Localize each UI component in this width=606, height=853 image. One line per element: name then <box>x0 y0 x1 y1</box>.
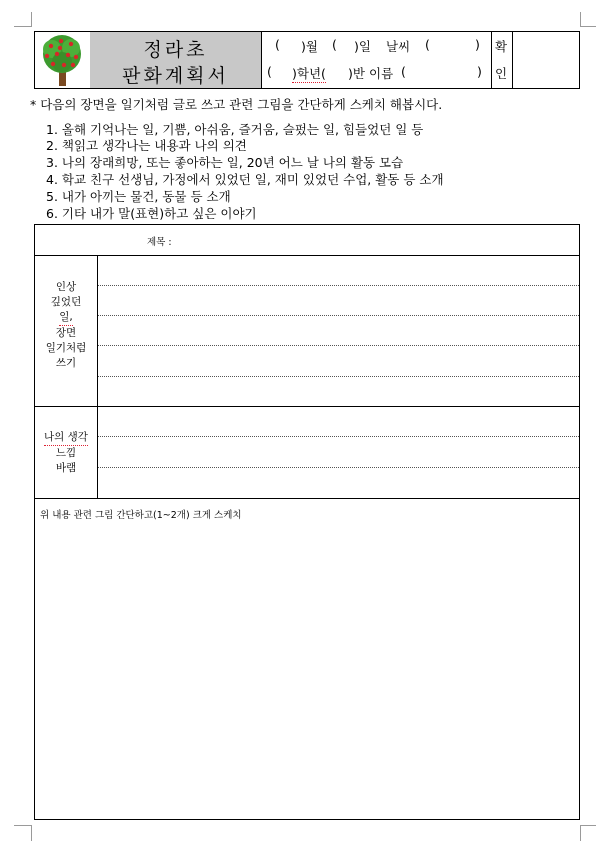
writing-line[interactable] <box>98 436 579 437</box>
sketch-area[interactable] <box>35 521 579 819</box>
section1-label: 인상 깊었던 일, 장면 일기처럼 쓰기 <box>45 281 87 369</box>
crop-mark <box>580 26 596 27</box>
writing-line[interactable] <box>98 376 579 377</box>
confirm-label-bottom: 인 <box>495 66 508 81</box>
topic-item: 6. 기타 내가 말(표현)하고 싶은 이야기 <box>46 206 257 221</box>
topic-item: 1. 올해 기억나는 일, 기쁨, 아쉬움, 즐거움, 슬펐는 일, 힘들었던 일 등 <box>46 122 424 137</box>
topic-item: 5. 내가 아끼는 물건, 동물 등 소개 <box>46 189 231 204</box>
weather-close-paren: ) <box>475 37 480 52</box>
weather-label: 날씨 <box>386 39 411 54</box>
confirm-stamp-box[interactable] <box>513 32 579 88</box>
instruction-text: * 다음의 장면을 일기처럼 글로 쓰고 관련 그림을 간단하게 스케치 해봅시다. <box>30 97 443 112</box>
topic-item: 3. 나의 장래희망, 또는 좋아하는 일, 20년 어느 날 나의 활동 모습 <box>46 155 404 170</box>
day-field[interactable]: )일 <box>354 39 371 54</box>
section2-label: 나의 생각 느낌 바램 <box>44 431 88 474</box>
title-input[interactable] <box>185 229 575 253</box>
name-close-paren[interactable]: ) <box>477 64 482 79</box>
grade-field[interactable]: )학년( <box>292 66 326 81</box>
name-open-paren: ( <box>401 64 406 79</box>
class-field[interactable]: )반 <box>348 66 365 81</box>
crop-mark <box>14 26 32 27</box>
header-box <box>34 31 580 89</box>
weather-open-paren: ( <box>425 37 430 52</box>
writing-line[interactable] <box>98 315 579 316</box>
crop-mark <box>580 825 581 841</box>
writing-form <box>34 224 580 820</box>
crop-mark <box>14 825 32 826</box>
tree-logo <box>35 32 90 88</box>
document-title: 판화계획서 <box>122 65 229 87</box>
topic-item: 4. 학교 친구 선생님, 가정에서 있었던 일, 재미 있었던 수업, 활동 등 소개 <box>46 172 444 187</box>
grade-open-paren: ( <box>267 64 272 79</box>
topic-item: 2. 책읽고 생각나는 내용과 나의 의견 <box>46 138 247 153</box>
apple-tree-icon <box>35 32 90 88</box>
writing-line[interactable] <box>98 345 579 346</box>
school-name: 정라초 <box>143 39 208 61</box>
crop-mark <box>580 825 596 826</box>
crop-mark <box>580 12 581 27</box>
month-open-paren: ( <box>275 37 280 52</box>
day-open-paren: ( <box>332 37 337 52</box>
sketch-instruction: 위 내용 관련 그림 간단하고(1~2개) 크게 스케치 <box>40 510 242 521</box>
name-label: 이름 <box>369 66 394 81</box>
title-label: 제목 : <box>147 237 172 248</box>
title-cell <box>90 32 261 88</box>
month-field[interactable]: )월 <box>301 39 318 54</box>
writing-line[interactable] <box>98 285 579 286</box>
writing-line[interactable] <box>98 467 579 468</box>
crop-mark <box>31 825 32 841</box>
confirm-label-top: 확 <box>495 39 508 54</box>
crop-mark <box>31 12 32 27</box>
